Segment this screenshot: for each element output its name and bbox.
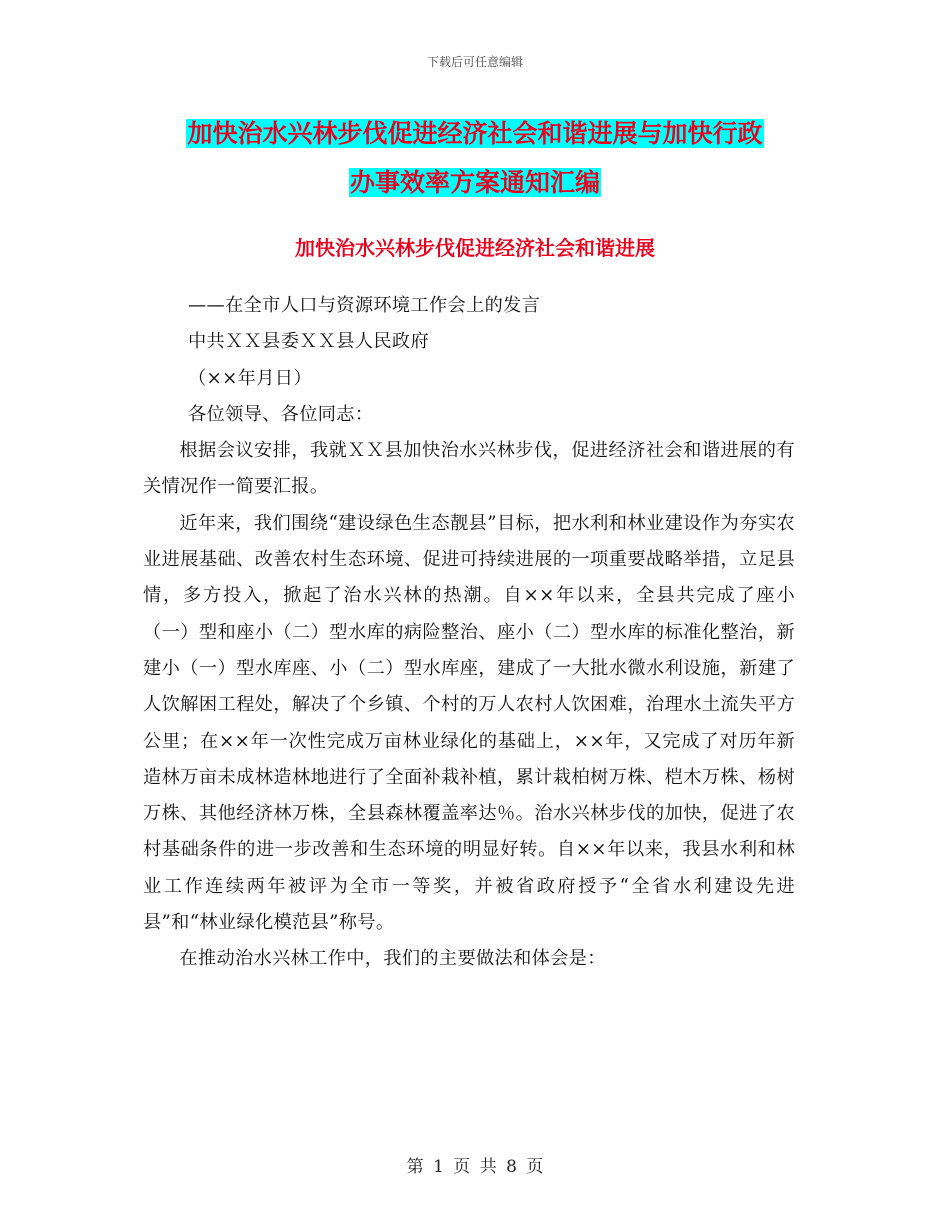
document-title-line-2: 办事效率方案通知汇编 [349, 168, 600, 197]
document-title-line-1: 加快治水兴林步伐促进经济社会和谐进展与加快行政 [187, 119, 763, 148]
document-body [143, 288, 795, 978]
document-title [140, 109, 810, 207]
section-title: 加快治水兴林步伐促进经济社会和谐进展 [295, 236, 655, 260]
paragraph: 近年来，我们围绕“建设绿色生态靓县”目标，把水利和林业建设作为夯实农业进展基础、改善农村生态环境、促进可持续进展的一项重要战略举措，立足县情，多方投入，掀起了治水兴林的热潮。自××年以来，全县共完成了座小（一）型和座小（二）型水库的病险整治、座小（二）型水库的标准化整治，新建小（一）型水库座、小（二）型水库座，建成了一大批水微水利设施，新建了人饮解困工程处，解决了个乡镇、个村的万人农村人饮困难，治理水土流失平方公里；在××年一次性完成万亩林业绿化的基础上，××年，又完成了对历年新造林万亩未成林造林地进行了全面补栽补植，累计栽柏树万株、桤木万株、杨树万株、其他经济林万株，全县森林覆盖率达％。治水兴林步伐的加快，促进了农村基础条件的进一步改善和生态环境的明显好转。自××年以来，我县水利和林业工作连续两年被评为全市一等奖，并被省政府授予“全省水利建设先进县”和“林业绿化模范县”称号。 [143, 512, 795, 934]
speech-date: （××年月日） [188, 367, 312, 389]
salutation: 各位领导、各位同志： [188, 403, 374, 425]
paragraph: 在推动治水兴林工作中，我们的主要做法和体会是： [179, 948, 606, 970]
paragraph: 根据会议安排，我就ＸＸ县加快治水兴林步伐，促进经济社会和谐进展的有关情况作一简要汇报。 [143, 440, 795, 498]
page-number-footer: 第 1 页 共 8 页 [406, 1157, 544, 1177]
page-header: 下载后可任意编辑 [426, 55, 523, 69]
speech-author: 中共ＸＸ县委ＸＸ县人民政府 [188, 331, 429, 353]
speech-occasion: ——在全市人口与资源环境工作会上的发言 [188, 295, 541, 316]
